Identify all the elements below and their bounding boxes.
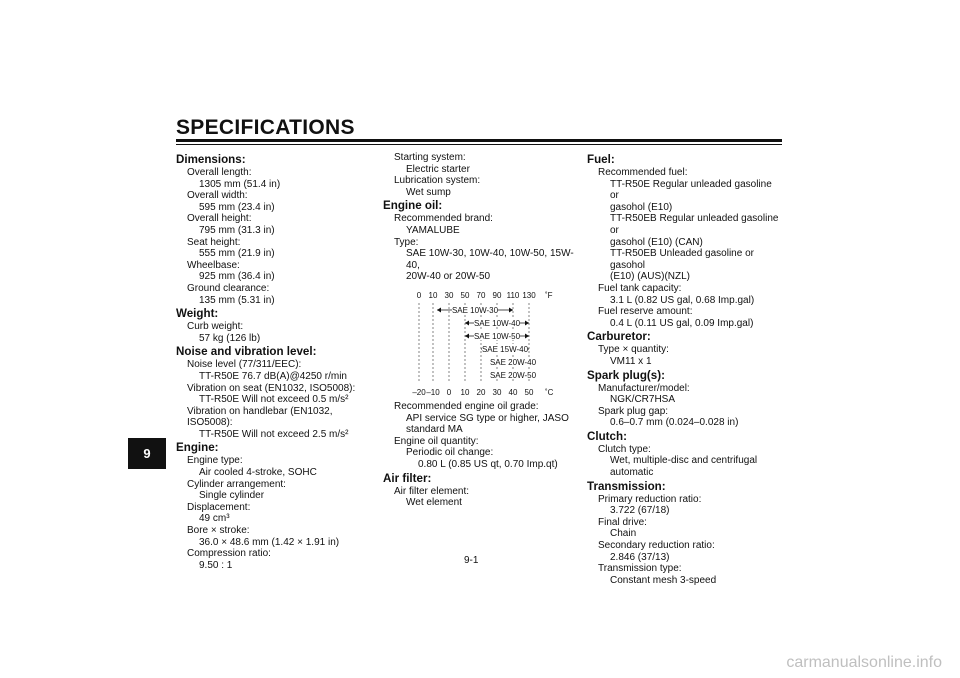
spec-label: Noise level (77/311/EEC): bbox=[187, 359, 302, 371]
engine-oil-after-chart bbox=[383, 401, 578, 471]
spec-value: Chain bbox=[610, 528, 637, 540]
section-heading: Fuel: bbox=[587, 153, 615, 166]
spec-value: 0.80 L (0.85 US qt, 0.70 Imp.qt) bbox=[418, 458, 558, 470]
c-tick-label: –10 bbox=[426, 387, 440, 397]
spec-label: Air filter element: bbox=[394, 485, 470, 497]
spec-label: Spark plug gap: bbox=[598, 405, 669, 417]
spec-value: Air cooled 4-stroke, SOHC bbox=[199, 467, 317, 479]
section-heading: Spark plug(s): bbox=[587, 368, 665, 382]
spec-label: Type: bbox=[394, 236, 419, 248]
spec-value: TT-R50E Regular unleaded gasoline or bbox=[610, 178, 772, 202]
spec-value: Electric starter bbox=[406, 163, 470, 175]
spec-label: Bore × stroke: bbox=[187, 525, 250, 537]
spec-label: Fuel reserve amount: bbox=[598, 306, 693, 318]
spec-value: 3.1 L (0.82 US gal, 0.68 Imp.gal) bbox=[610, 294, 755, 306]
page-title: SPECIFICATIONS bbox=[176, 116, 355, 139]
arrow-left-icon bbox=[465, 320, 469, 325]
grade-label: SAE 10W-30 bbox=[451, 305, 499, 315]
grade-label: SAE 20W-40 bbox=[489, 357, 537, 367]
oil-viscosity-chart bbox=[405, 287, 565, 399]
spec-value: 0.6–0.7 mm (0.024–0.028 in) bbox=[610, 417, 739, 429]
spec-value: 3.722 (67/18) bbox=[610, 505, 670, 517]
spec-label: Overall height: bbox=[187, 213, 252, 225]
grade-label: SAE 10W-50 bbox=[473, 331, 521, 341]
air-filter-section bbox=[383, 472, 578, 509]
spec-value: VM11 x 1 bbox=[610, 355, 652, 367]
spec-label: Primary reduction ratio: bbox=[598, 493, 702, 505]
title-rule-thin bbox=[176, 144, 782, 145]
engine-oil-section bbox=[383, 199, 578, 283]
page-number: 9-1 bbox=[464, 555, 479, 566]
section-heading: Engine: bbox=[176, 441, 219, 455]
spec-label: Compression ratio: bbox=[187, 548, 271, 560]
arrow-right-icon bbox=[525, 333, 529, 338]
spec-label: Clutch type: bbox=[598, 443, 651, 455]
spec-value: API service SG type or higher, JASO bbox=[406, 412, 569, 424]
spec-value: 57 kg (126 lb) bbox=[199, 332, 261, 344]
spec-value: 20W-40 or 20W-50 bbox=[406, 271, 491, 283]
spec-label: Curb weight: bbox=[187, 321, 244, 333]
f-tick-label: 110 bbox=[506, 290, 520, 300]
spec-label: Ground clearance: bbox=[187, 282, 270, 294]
spec-value: 925 mm (36.4 in) bbox=[199, 271, 275, 283]
spec-value: Constant mesh 3-speed bbox=[610, 574, 717, 586]
column-1 bbox=[176, 152, 376, 571]
c-tick-label: 20 bbox=[476, 387, 486, 397]
spec-value: TT-R50EB Regular unleaded gasoline or bbox=[610, 213, 779, 236]
spec-value: NGK/CR7HSA bbox=[610, 394, 676, 406]
spec-label: Vibration on seat (EN1032, ISO5008): bbox=[187, 382, 356, 394]
spec-label: Displacement: bbox=[187, 501, 251, 513]
spec-label: Final drive: bbox=[598, 516, 647, 528]
spec-label: Vibration on handlebar (EN1032, ISO5008): bbox=[187, 405, 333, 429]
arrow-left-icon bbox=[437, 307, 441, 312]
watermark: carmanualsonline.info bbox=[786, 654, 942, 671]
f-tick-label: 50 bbox=[460, 290, 470, 300]
c-tick-label: 10 bbox=[460, 387, 470, 397]
spec-label: Wheelbase: bbox=[187, 259, 240, 271]
c-tick-label: 30 bbox=[492, 387, 502, 397]
spec-value: TT-R50E Will not exceed 0.5 m/s² bbox=[199, 394, 349, 406]
spec-label: Type × quantity: bbox=[598, 344, 669, 356]
title-rule-thick bbox=[176, 139, 782, 142]
grade-label: SAE 10W-40 bbox=[473, 318, 521, 328]
f-tick-label: 10 bbox=[428, 290, 438, 300]
spec-value: 2.846 (37/13) bbox=[610, 551, 670, 563]
spec-label: Fuel tank capacity: bbox=[598, 282, 682, 294]
arrow-left-icon bbox=[465, 333, 469, 338]
c-tick-label: 40 bbox=[508, 387, 518, 397]
section-heading: Engine oil: bbox=[383, 199, 443, 213]
c-tick-label: –20 bbox=[412, 387, 426, 397]
section-heading: Noise and vibration level: bbox=[176, 345, 317, 359]
spec-value: 135 mm (5.31 in) bbox=[199, 294, 275, 306]
spec-label: Lubrication system: bbox=[394, 175, 481, 187]
spec-value: 795 mm (31.3 in) bbox=[199, 224, 275, 236]
c-tick-label: 0 bbox=[446, 387, 452, 397]
spec-label: Recommended engine oil grade: bbox=[394, 400, 539, 412]
f-tick-label: 30 bbox=[444, 290, 454, 300]
spec-label: Manufacturer/model: bbox=[598, 382, 690, 394]
arrow-right-icon bbox=[525, 320, 529, 325]
f-tick-label: 70 bbox=[476, 290, 486, 300]
section-heading: Weight: bbox=[176, 307, 219, 321]
spec-label: Transmission type: bbox=[598, 563, 682, 575]
spec-value: 1305 mm (51.4 in) bbox=[199, 178, 281, 190]
spec-label: Seat height: bbox=[187, 236, 241, 248]
spec-value: 0.4 L (0.11 US gal, 0.09 Imp.gal) bbox=[610, 317, 754, 329]
column-2 bbox=[383, 152, 578, 509]
section-heading: Dimensions: bbox=[176, 153, 246, 166]
spec-value: standard MA bbox=[406, 424, 463, 436]
spec-value: 555 mm (21.9 in) bbox=[199, 248, 275, 260]
f-tick-label: 0 bbox=[416, 290, 422, 300]
grade-label: SAE 20W-50 bbox=[489, 370, 537, 380]
spec-value: 9.50 : 1 bbox=[199, 559, 233, 571]
spec-value: 595 mm (23.4 in) bbox=[199, 201, 275, 213]
section-heading: Clutch: bbox=[587, 429, 627, 443]
arrow-right-icon bbox=[509, 307, 513, 312]
spec-value: (E10) (AUS)(NZL) bbox=[610, 271, 691, 283]
spec-value: gasohol (E10) bbox=[610, 201, 673, 213]
spec-value: automatic bbox=[610, 467, 654, 479]
spec-value: Wet, multiple-disc and centrifugal bbox=[610, 455, 758, 467]
section-heading: Carburetor: bbox=[587, 330, 651, 344]
spec-value: SAE 10W-30, 10W-40, 10W-50, 15W-40, bbox=[406, 248, 574, 271]
spec-label: Periodic oil change: bbox=[406, 447, 494, 459]
spec-label: Secondary reduction ratio: bbox=[598, 540, 715, 552]
c-unit-label: ˚C bbox=[545, 387, 554, 397]
grade-label: SAE 15W-40 bbox=[481, 344, 529, 354]
spec-value: TT-R50E Will not exceed 2.5 m/s² bbox=[199, 428, 349, 440]
spec-value: 36.0 × 48.6 mm (1.42 × 1.91 in) bbox=[199, 536, 340, 548]
section-heading: Transmission: bbox=[587, 479, 666, 493]
f-unit-label: ˚F bbox=[545, 290, 553, 300]
spec-value: gasohol (E10) (CAN) bbox=[610, 236, 703, 248]
f-tick-label: 90 bbox=[492, 290, 502, 300]
starting-lubrication-block bbox=[383, 152, 578, 198]
spec-value: TT-R50EB Unleaded gasoline or gasohol bbox=[610, 248, 754, 271]
spec-label: Overall width: bbox=[187, 190, 248, 202]
spec-value: YAMALUBE bbox=[406, 224, 460, 236]
spec-value: Wet sump bbox=[406, 186, 451, 198]
section-heading: Air filter: bbox=[383, 471, 432, 485]
spec-value: TT-R50E 76.7 dB(A)@4250 r/min bbox=[199, 370, 347, 382]
spec-label: Engine type: bbox=[187, 455, 243, 467]
spec-label: Overall length: bbox=[187, 167, 252, 178]
spec-label: Cylinder arrangement: bbox=[187, 478, 286, 490]
chapter-tab: 9 bbox=[128, 438, 166, 469]
column-3 bbox=[587, 152, 782, 586]
spec-value: 49 cm³ bbox=[199, 513, 230, 525]
spec-label: Starting system: bbox=[394, 152, 466, 163]
spec-label: Recommended brand: bbox=[394, 213, 493, 225]
f-tick-label: 130 bbox=[522, 290, 536, 300]
c-tick-label: 50 bbox=[524, 387, 534, 397]
spec-value: Single cylinder bbox=[199, 490, 265, 502]
spec-label: Recommended fuel: bbox=[598, 167, 688, 178]
spec-label: Engine oil quantity: bbox=[394, 435, 479, 447]
spec-value: Wet element bbox=[406, 497, 462, 509]
